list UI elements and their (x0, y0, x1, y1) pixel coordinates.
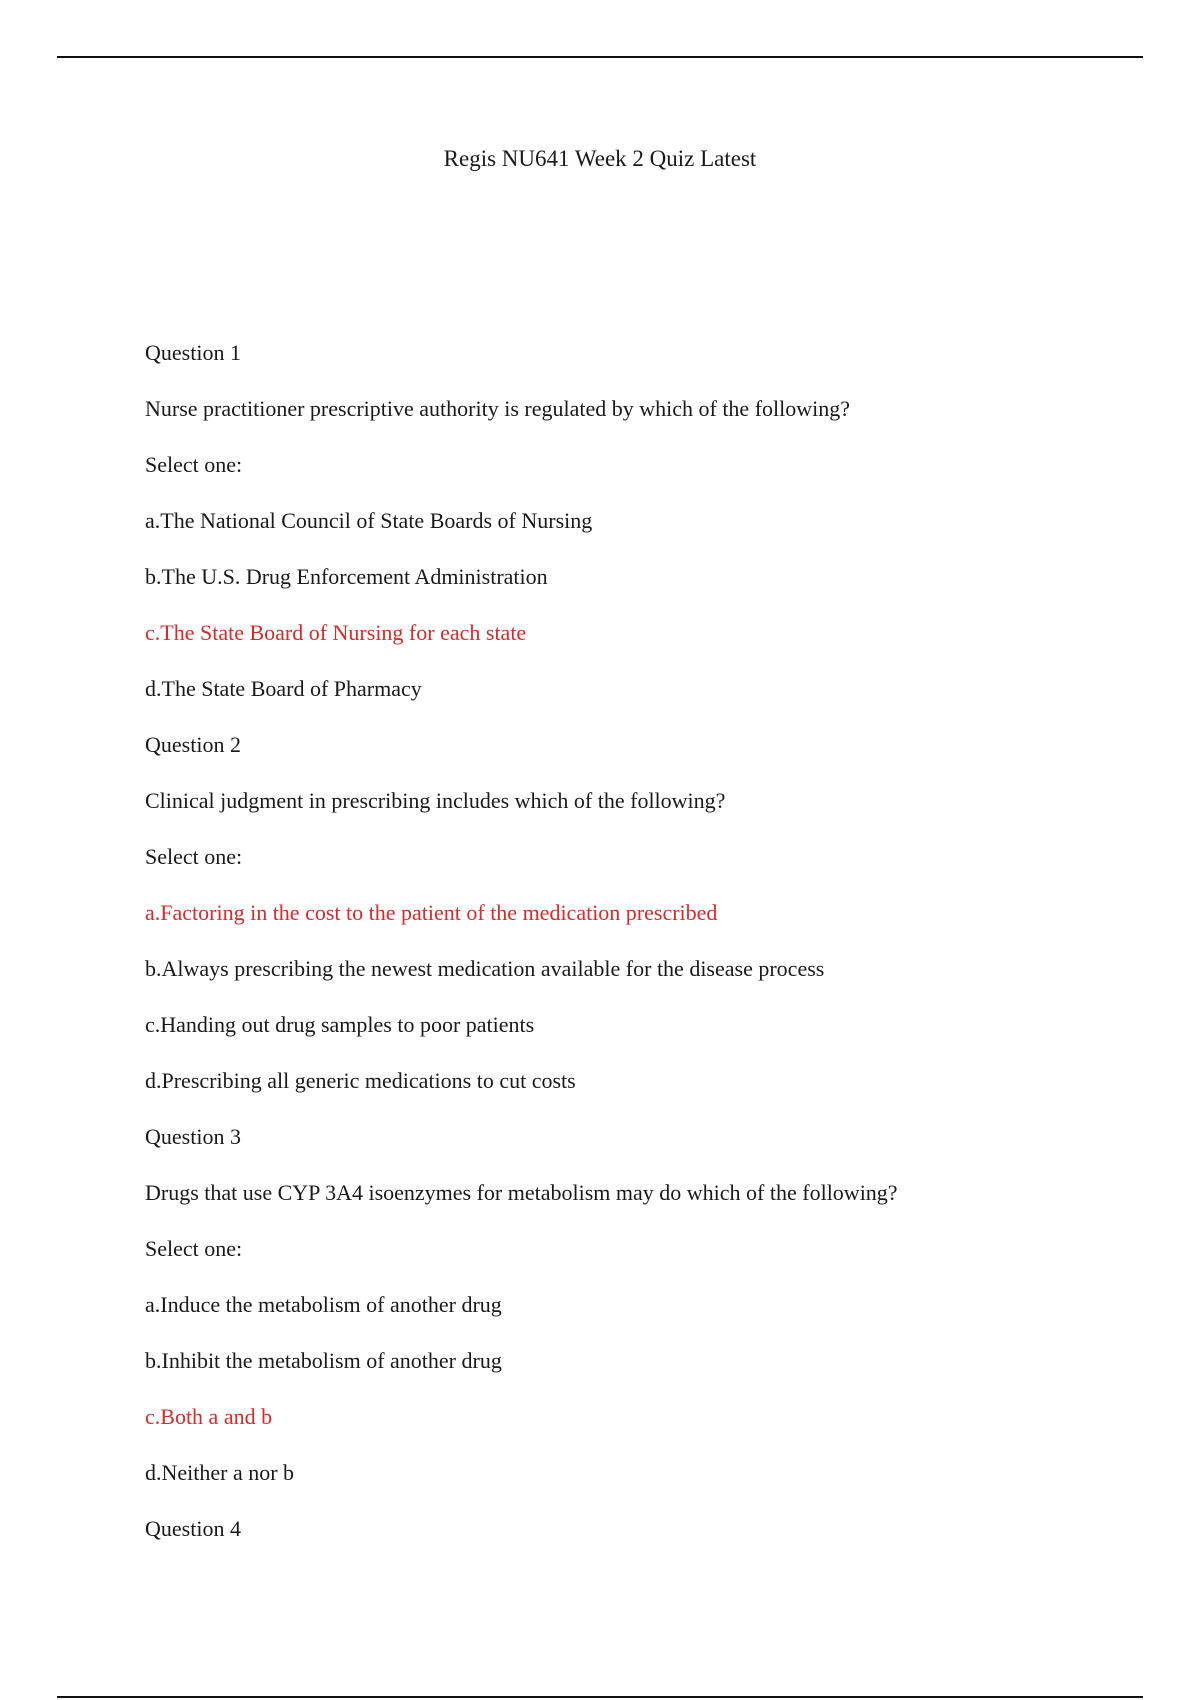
top-rule (57, 56, 1143, 58)
question-heading: Question 4 (145, 1516, 241, 1541)
select-one-label: Select one: (145, 452, 243, 477)
question-prompt: Nurse practitioner prescriptive authority is regulated by which of the following? (145, 396, 851, 421)
correct-answer-option: a.Factoring in the cost to the patient of the medication prescribed (145, 900, 718, 925)
correct-answer-option: c.The State Board of Nursing for each state (145, 620, 527, 645)
question-heading: Question 1 (145, 340, 241, 365)
question-prompt: Drugs that use CYP 3A4 isoenzymes for metabolism may do which of the following? (145, 1180, 898, 1205)
answer-option: b.Inhibit the metabolism of another drug (145, 1348, 502, 1373)
answer-option: a.The National Council of State Boards of Nursing (145, 508, 593, 533)
bottom-rule (57, 1696, 1143, 1698)
answer-option: b.The U.S. Drug Enforcement Administration (145, 564, 548, 589)
question-heading: Question 3 (145, 1124, 241, 1149)
question-prompt: Clinical judgment in prescribing includes which of the following? (145, 788, 726, 813)
question-heading: Question 2 (145, 732, 241, 757)
select-one-label: Select one: (145, 1236, 243, 1261)
quiz-content (145, 338, 1105, 1570)
correct-answer-option: c.Both a and b (145, 1404, 273, 1429)
answer-option: d.Neither a nor b (145, 1460, 295, 1485)
answer-option: b.Always prescribing the newest medication available for the disease process (145, 956, 825, 981)
answer-option: c.Handing out drug samples to poor patients (145, 1012, 535, 1037)
document-title: Regis NU641 Week 2 Quiz Latest (443, 146, 757, 171)
select-one-label: Select one: (145, 844, 243, 869)
answer-option: d.The State Board of Pharmacy (145, 676, 422, 701)
answer-option: d.Prescribing all generic medications to cut costs (145, 1068, 576, 1093)
answer-option: a.Induce the metabolism of another drug (145, 1292, 502, 1317)
